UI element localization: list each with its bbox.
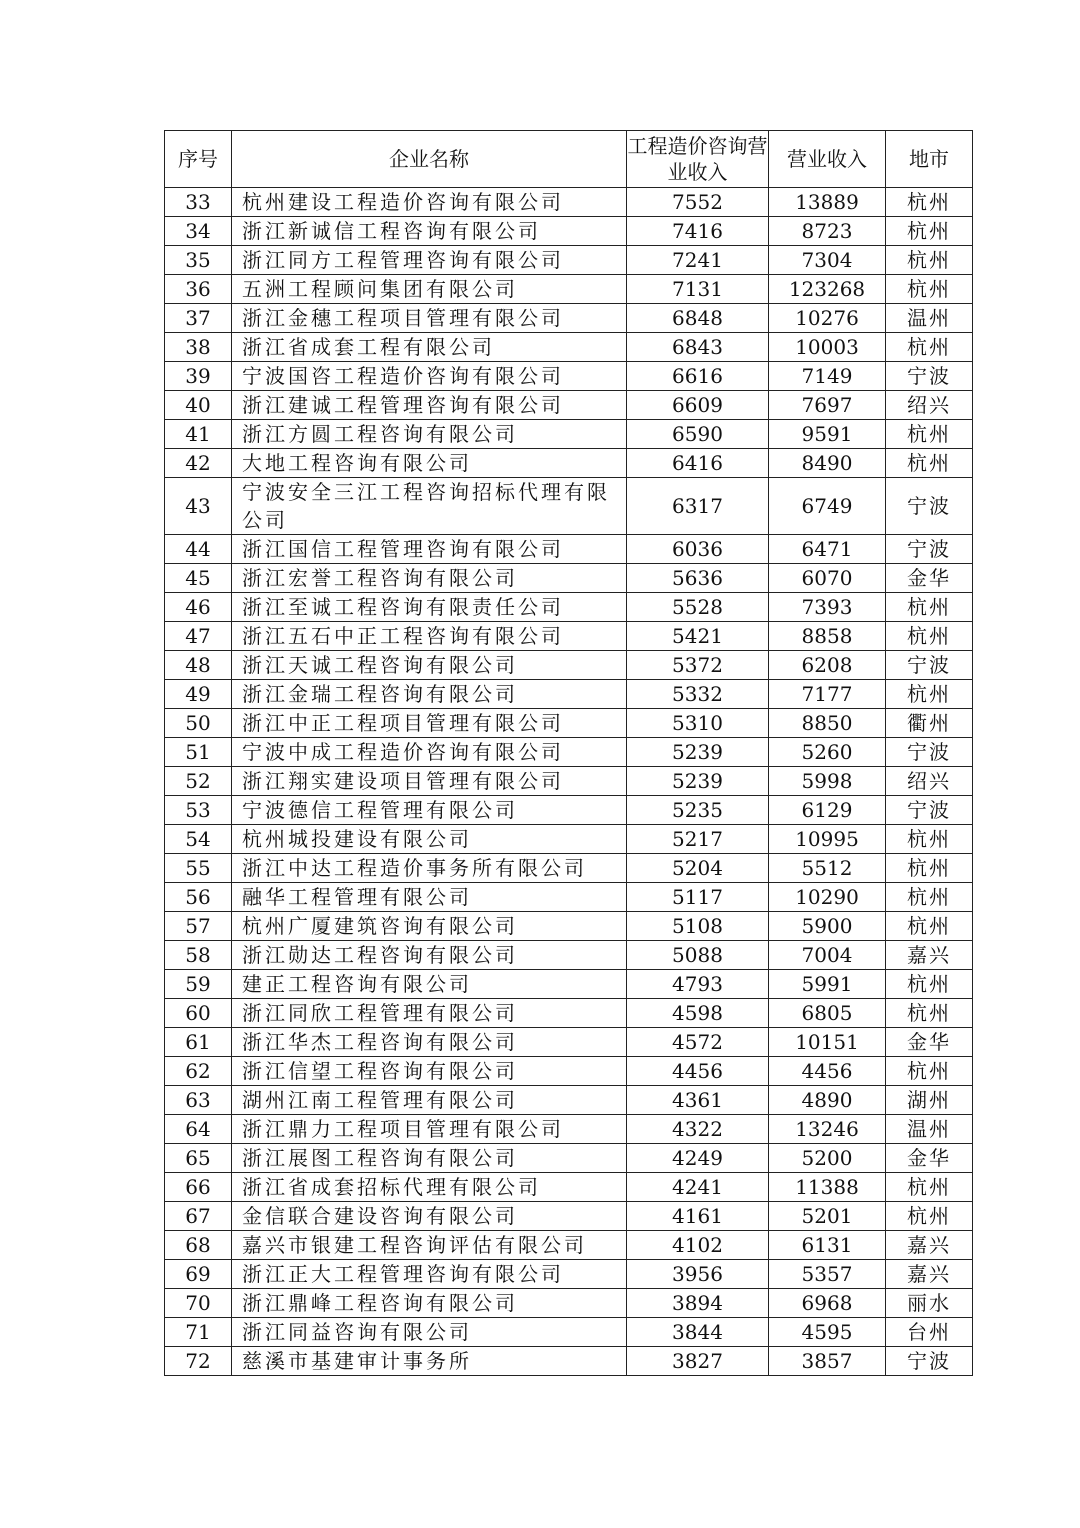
table-row [165, 217, 973, 246]
row-company-name: 浙江同方工程管理咨询有限公司 [232, 246, 627, 275]
row-no: 42 [165, 449, 232, 478]
row-cost-consulting-revenue: 5088 [627, 941, 769, 970]
row-revenue: 6749 [769, 478, 886, 535]
row-no: 38 [165, 333, 232, 362]
row-revenue: 123268 [769, 275, 886, 304]
row-company-name: 浙江宏誉工程咨询有限公司 [232, 564, 627, 593]
row-company-name: 杭州建设工程造价咨询有限公司 [232, 188, 627, 217]
row-city: 杭州 [886, 680, 973, 709]
row-city: 杭州 [886, 854, 973, 883]
table-row [165, 941, 973, 970]
table-row [165, 1202, 973, 1231]
row-no: 55 [165, 854, 232, 883]
row-company-name: 浙江新诚信工程咨询有限公司 [232, 217, 627, 246]
row-no: 43 [165, 478, 232, 535]
row-city: 宁波 [886, 478, 973, 535]
row-city: 宁波 [886, 362, 973, 391]
row-revenue: 6968 [769, 1289, 886, 1318]
row-city: 温州 [886, 304, 973, 333]
table-row [165, 825, 973, 854]
row-revenue: 5991 [769, 970, 886, 999]
row-no: 39 [165, 362, 232, 391]
row-cost-consulting-revenue: 6609 [627, 391, 769, 420]
row-revenue: 8850 [769, 709, 886, 738]
table-row [165, 1173, 973, 1202]
row-revenue: 10003 [769, 333, 886, 362]
row-revenue: 10276 [769, 304, 886, 333]
row-cost-consulting-revenue: 6843 [627, 333, 769, 362]
row-company-name: 浙江中正工程项目管理有限公司 [232, 709, 627, 738]
header-cost-consulting-revenue: 工程造价咨询营业收入 [627, 131, 769, 188]
row-company-name: 浙江翔实建设项目管理有限公司 [232, 767, 627, 796]
row-revenue: 4456 [769, 1057, 886, 1086]
row-city: 宁波 [886, 738, 973, 767]
row-no: 47 [165, 622, 232, 651]
row-city: 杭州 [886, 420, 973, 449]
row-company-name: 宁波安全三江工程咨询招标代理有限公司 [232, 478, 627, 535]
header-city: 地市 [886, 131, 973, 188]
row-city: 杭州 [886, 970, 973, 999]
row-company-name: 宁波国咨工程造价咨询有限公司 [232, 362, 627, 391]
table-body [165, 188, 973, 1376]
row-no: 61 [165, 1028, 232, 1057]
row-cost-consulting-revenue: 7552 [627, 188, 769, 217]
row-cost-consulting-revenue: 5217 [627, 825, 769, 854]
table-row [165, 304, 973, 333]
row-cost-consulting-revenue: 3956 [627, 1260, 769, 1289]
row-no: 34 [165, 217, 232, 246]
row-cost-consulting-revenue: 4241 [627, 1173, 769, 1202]
table-row [165, 1144, 973, 1173]
row-no: 71 [165, 1318, 232, 1347]
row-company-name: 浙江正大工程管理咨询有限公司 [232, 1260, 627, 1289]
row-cost-consulting-revenue: 5372 [627, 651, 769, 680]
row-cost-consulting-revenue: 5528 [627, 593, 769, 622]
table-row [165, 449, 973, 478]
row-cost-consulting-revenue: 3844 [627, 1318, 769, 1347]
row-revenue: 5200 [769, 1144, 886, 1173]
row-revenue: 7149 [769, 362, 886, 391]
row-no: 66 [165, 1173, 232, 1202]
table-row [165, 333, 973, 362]
table-row [165, 680, 973, 709]
row-revenue: 10995 [769, 825, 886, 854]
row-no: 36 [165, 275, 232, 304]
table-header-row [165, 131, 973, 188]
row-company-name: 五洲工程顾问集团有限公司 [232, 275, 627, 304]
row-no: 67 [165, 1202, 232, 1231]
row-revenue: 8723 [769, 217, 886, 246]
row-revenue: 8858 [769, 622, 886, 651]
row-no: 40 [165, 391, 232, 420]
table-row [165, 767, 973, 796]
row-company-name: 浙江五石中正工程咨询有限公司 [232, 622, 627, 651]
table-row [165, 478, 973, 535]
row-no: 72 [165, 1347, 232, 1376]
row-revenue: 6805 [769, 999, 886, 1028]
row-city: 温州 [886, 1115, 973, 1144]
row-city: 杭州 [886, 622, 973, 651]
table-row [165, 1260, 973, 1289]
header-company-name: 企业名称 [232, 131, 627, 188]
table-row [165, 738, 973, 767]
row-company-name: 浙江信望工程咨询有限公司 [232, 1057, 627, 1086]
row-revenue: 11388 [769, 1173, 886, 1202]
row-no: 56 [165, 883, 232, 912]
row-city: 杭州 [886, 188, 973, 217]
table-row [165, 275, 973, 304]
row-company-name: 浙江同欣工程管理有限公司 [232, 999, 627, 1028]
row-city: 杭州 [886, 1057, 973, 1086]
row-cost-consulting-revenue: 4322 [627, 1115, 769, 1144]
row-cost-consulting-revenue: 3827 [627, 1347, 769, 1376]
table-row [165, 622, 973, 651]
row-revenue: 9591 [769, 420, 886, 449]
row-revenue: 4890 [769, 1086, 886, 1115]
row-no: 68 [165, 1231, 232, 1260]
row-city: 宁波 [886, 1347, 973, 1376]
table-row [165, 883, 973, 912]
row-company-name: 浙江国信工程管理咨询有限公司 [232, 535, 627, 564]
ranking-table [164, 130, 973, 1376]
row-no: 70 [165, 1289, 232, 1318]
row-cost-consulting-revenue: 5235 [627, 796, 769, 825]
row-revenue: 6131 [769, 1231, 886, 1260]
row-cost-consulting-revenue: 7241 [627, 246, 769, 275]
row-cost-consulting-revenue: 5204 [627, 854, 769, 883]
row-cost-consulting-revenue: 5332 [627, 680, 769, 709]
row-company-name: 杭州广厦建筑咨询有限公司 [232, 912, 627, 941]
row-no: 57 [165, 912, 232, 941]
row-revenue: 10151 [769, 1028, 886, 1057]
row-city: 杭州 [886, 275, 973, 304]
row-company-name: 浙江同益咨询有限公司 [232, 1318, 627, 1347]
row-company-name: 杭州城投建设有限公司 [232, 825, 627, 854]
row-cost-consulting-revenue: 5310 [627, 709, 769, 738]
row-no: 33 [165, 188, 232, 217]
row-cost-consulting-revenue: 7131 [627, 275, 769, 304]
row-city: 金华 [886, 1028, 973, 1057]
row-revenue: 5900 [769, 912, 886, 941]
table-row [165, 535, 973, 564]
table-row [165, 912, 973, 941]
table-row [165, 1289, 973, 1318]
row-revenue: 7393 [769, 593, 886, 622]
table-row [165, 564, 973, 593]
row-company-name: 浙江省成套招标代理有限公司 [232, 1173, 627, 1202]
row-city: 杭州 [886, 1202, 973, 1231]
table-row [165, 1028, 973, 1057]
row-city: 嘉兴 [886, 1260, 973, 1289]
header-no: 序号 [165, 131, 232, 188]
row-revenue: 7304 [769, 246, 886, 275]
table-row [165, 593, 973, 622]
row-company-name: 浙江至诚工程咨询有限责任公司 [232, 593, 627, 622]
row-no: 53 [165, 796, 232, 825]
row-company-name: 宁波中成工程造价咨询有限公司 [232, 738, 627, 767]
row-no: 60 [165, 999, 232, 1028]
row-cost-consulting-revenue: 6616 [627, 362, 769, 391]
table-row [165, 999, 973, 1028]
row-revenue: 6471 [769, 535, 886, 564]
row-cost-consulting-revenue: 4361 [627, 1086, 769, 1115]
row-no: 50 [165, 709, 232, 738]
row-cost-consulting-revenue: 5421 [627, 622, 769, 651]
row-revenue: 5201 [769, 1202, 886, 1231]
row-company-name: 融华工程管理有限公司 [232, 883, 627, 912]
row-no: 62 [165, 1057, 232, 1086]
row-company-name: 浙江天诚工程咨询有限公司 [232, 651, 627, 680]
row-revenue: 5512 [769, 854, 886, 883]
row-no: 65 [165, 1144, 232, 1173]
row-no: 48 [165, 651, 232, 680]
row-no: 63 [165, 1086, 232, 1115]
table-row [165, 1347, 973, 1376]
row-cost-consulting-revenue: 7416 [627, 217, 769, 246]
row-revenue: 6208 [769, 651, 886, 680]
row-no: 35 [165, 246, 232, 275]
row-company-name: 浙江勋达工程咨询有限公司 [232, 941, 627, 970]
row-no: 69 [165, 1260, 232, 1289]
row-revenue: 5357 [769, 1260, 886, 1289]
table-row [165, 188, 973, 217]
row-no: 54 [165, 825, 232, 854]
row-cost-consulting-revenue: 5239 [627, 767, 769, 796]
row-cost-consulting-revenue: 4102 [627, 1231, 769, 1260]
row-no: 41 [165, 420, 232, 449]
row-cost-consulting-revenue: 6317 [627, 478, 769, 535]
row-city: 丽水 [886, 1289, 973, 1318]
row-company-name: 湖州江南工程管理有限公司 [232, 1086, 627, 1115]
row-company-name: 浙江鼎峰工程咨询有限公司 [232, 1289, 627, 1318]
row-cost-consulting-revenue: 4572 [627, 1028, 769, 1057]
row-city: 杭州 [886, 825, 973, 854]
row-revenue: 7697 [769, 391, 886, 420]
row-city: 台州 [886, 1318, 973, 1347]
row-city: 嘉兴 [886, 941, 973, 970]
row-cost-consulting-revenue: 6036 [627, 535, 769, 564]
row-company-name: 大地工程咨询有限公司 [232, 449, 627, 478]
row-cost-consulting-revenue: 5239 [627, 738, 769, 767]
table-row [165, 1318, 973, 1347]
row-cost-consulting-revenue: 4249 [627, 1144, 769, 1173]
row-revenue: 3857 [769, 1347, 886, 1376]
row-revenue: 13889 [769, 188, 886, 217]
row-company-name: 浙江省成套工程有限公司 [232, 333, 627, 362]
row-company-name: 浙江展图工程咨询有限公司 [232, 1144, 627, 1173]
row-revenue: 6129 [769, 796, 886, 825]
row-city: 杭州 [886, 449, 973, 478]
row-city: 金华 [886, 1144, 973, 1173]
row-company-name: 浙江方圆工程咨询有限公司 [232, 420, 627, 449]
row-no: 59 [165, 970, 232, 999]
table-row [165, 709, 973, 738]
row-company-name: 宁波德信工程管理有限公司 [232, 796, 627, 825]
table-row [165, 391, 973, 420]
row-revenue: 8490 [769, 449, 886, 478]
row-revenue: 10290 [769, 883, 886, 912]
row-company-name: 建正工程咨询有限公司 [232, 970, 627, 999]
row-company-name: 浙江华杰工程咨询有限公司 [232, 1028, 627, 1057]
row-no: 64 [165, 1115, 232, 1144]
row-company-name: 浙江金瑞工程咨询有限公司 [232, 680, 627, 709]
row-no: 44 [165, 535, 232, 564]
row-cost-consulting-revenue: 6590 [627, 420, 769, 449]
table-row [165, 1115, 973, 1144]
row-cost-consulting-revenue: 4598 [627, 999, 769, 1028]
row-company-name: 浙江建诚工程管理咨询有限公司 [232, 391, 627, 420]
table-row [165, 246, 973, 275]
row-city: 宁波 [886, 796, 973, 825]
table-row [165, 651, 973, 680]
row-cost-consulting-revenue: 5108 [627, 912, 769, 941]
row-city: 绍兴 [886, 767, 973, 796]
row-cost-consulting-revenue: 3894 [627, 1289, 769, 1318]
row-city: 杭州 [886, 333, 973, 362]
row-city: 绍兴 [886, 391, 973, 420]
table-row [165, 1231, 973, 1260]
row-cost-consulting-revenue: 6416 [627, 449, 769, 478]
row-city: 杭州 [886, 999, 973, 1028]
row-city: 宁波 [886, 535, 973, 564]
row-city: 杭州 [886, 883, 973, 912]
row-company-name: 浙江中达工程造价事务所有限公司 [232, 854, 627, 883]
row-revenue: 5260 [769, 738, 886, 767]
row-revenue: 7004 [769, 941, 886, 970]
row-revenue: 7177 [769, 680, 886, 709]
row-revenue: 6070 [769, 564, 886, 593]
row-city: 湖州 [886, 1086, 973, 1115]
table-row [165, 362, 973, 391]
row-revenue: 13246 [769, 1115, 886, 1144]
row-city: 杭州 [886, 593, 973, 622]
row-company-name: 浙江鼎力工程项目管理有限公司 [232, 1115, 627, 1144]
row-city: 杭州 [886, 912, 973, 941]
header-revenue: 营业收入 [769, 131, 886, 188]
row-cost-consulting-revenue: 6848 [627, 304, 769, 333]
table-row [165, 1057, 973, 1086]
row-no: 52 [165, 767, 232, 796]
table-row [165, 854, 973, 883]
row-cost-consulting-revenue: 5636 [627, 564, 769, 593]
row-revenue: 5998 [769, 767, 886, 796]
row-company-name: 金信联合建设咨询有限公司 [232, 1202, 627, 1231]
row-city: 宁波 [886, 651, 973, 680]
row-city: 杭州 [886, 246, 973, 275]
table-row [165, 1086, 973, 1115]
row-cost-consulting-revenue: 4456 [627, 1057, 769, 1086]
row-revenue: 4595 [769, 1318, 886, 1347]
table-row [165, 970, 973, 999]
row-no: 51 [165, 738, 232, 767]
row-city: 嘉兴 [886, 1231, 973, 1260]
row-city: 杭州 [886, 1173, 973, 1202]
row-company-name: 浙江金穗工程项目管理有限公司 [232, 304, 627, 333]
row-cost-consulting-revenue: 5117 [627, 883, 769, 912]
row-cost-consulting-revenue: 4161 [627, 1202, 769, 1231]
row-city: 衢州 [886, 709, 973, 738]
row-city: 杭州 [886, 217, 973, 246]
row-company-name: 慈溪市基建审计事务所 [232, 1347, 627, 1376]
table-row [165, 796, 973, 825]
row-no: 46 [165, 593, 232, 622]
row-no: 49 [165, 680, 232, 709]
row-cost-consulting-revenue: 4793 [627, 970, 769, 999]
table-row [165, 420, 973, 449]
row-no: 45 [165, 564, 232, 593]
row-company-name: 嘉兴市银建工程咨询评估有限公司 [232, 1231, 627, 1260]
row-city: 金华 [886, 564, 973, 593]
row-no: 58 [165, 941, 232, 970]
row-no: 37 [165, 304, 232, 333]
